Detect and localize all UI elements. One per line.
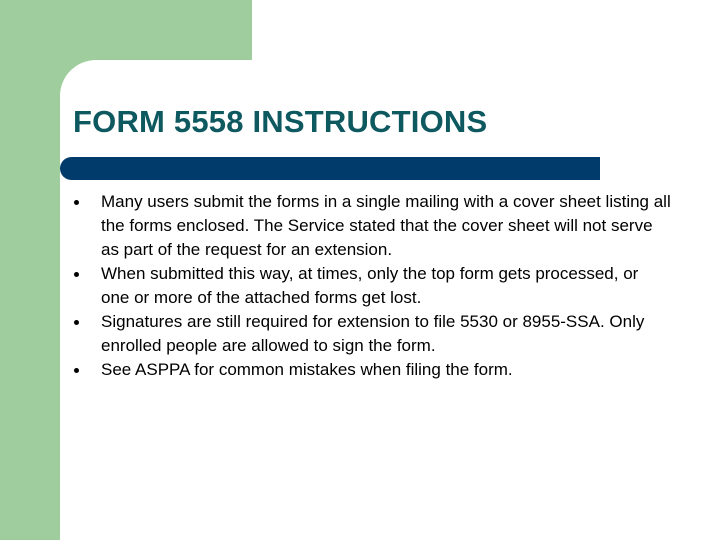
bullet-dot-icon <box>74 200 79 205</box>
bullet-text: See ASPPA for common mistakes when filing the form. <box>101 360 513 379</box>
bullet-dot-icon <box>74 320 79 325</box>
bullet-text: When submitted this way, at times, only the top form gets processed, or one or more of the attached forms get lost. <box>101 264 639 307</box>
title-underline-bar <box>60 157 600 180</box>
bullet-item-cover-sheet <box>71 190 671 262</box>
bullet-list <box>71 190 671 382</box>
bullet-item-asppa <box>71 358 671 382</box>
bullet-item-signatures <box>71 310 671 358</box>
bullet-text: Many users submit the forms in a single mailing with a cover sheet listing all the forms enclosed. The Service stated that the cover sheet will not serve as part of the request for an extension. <box>101 192 671 259</box>
bullet-item-processing <box>71 262 671 310</box>
bullet-dot-icon <box>74 368 79 373</box>
bullet-text: Signatures are still required for extension to file 5530 or 8955-SSA. Only enrolled people are allowed to sign the form. <box>101 312 645 355</box>
bullet-dot-icon <box>74 272 79 277</box>
slide-title: FORM 5558 INSTRUCTIONS <box>73 104 488 139</box>
